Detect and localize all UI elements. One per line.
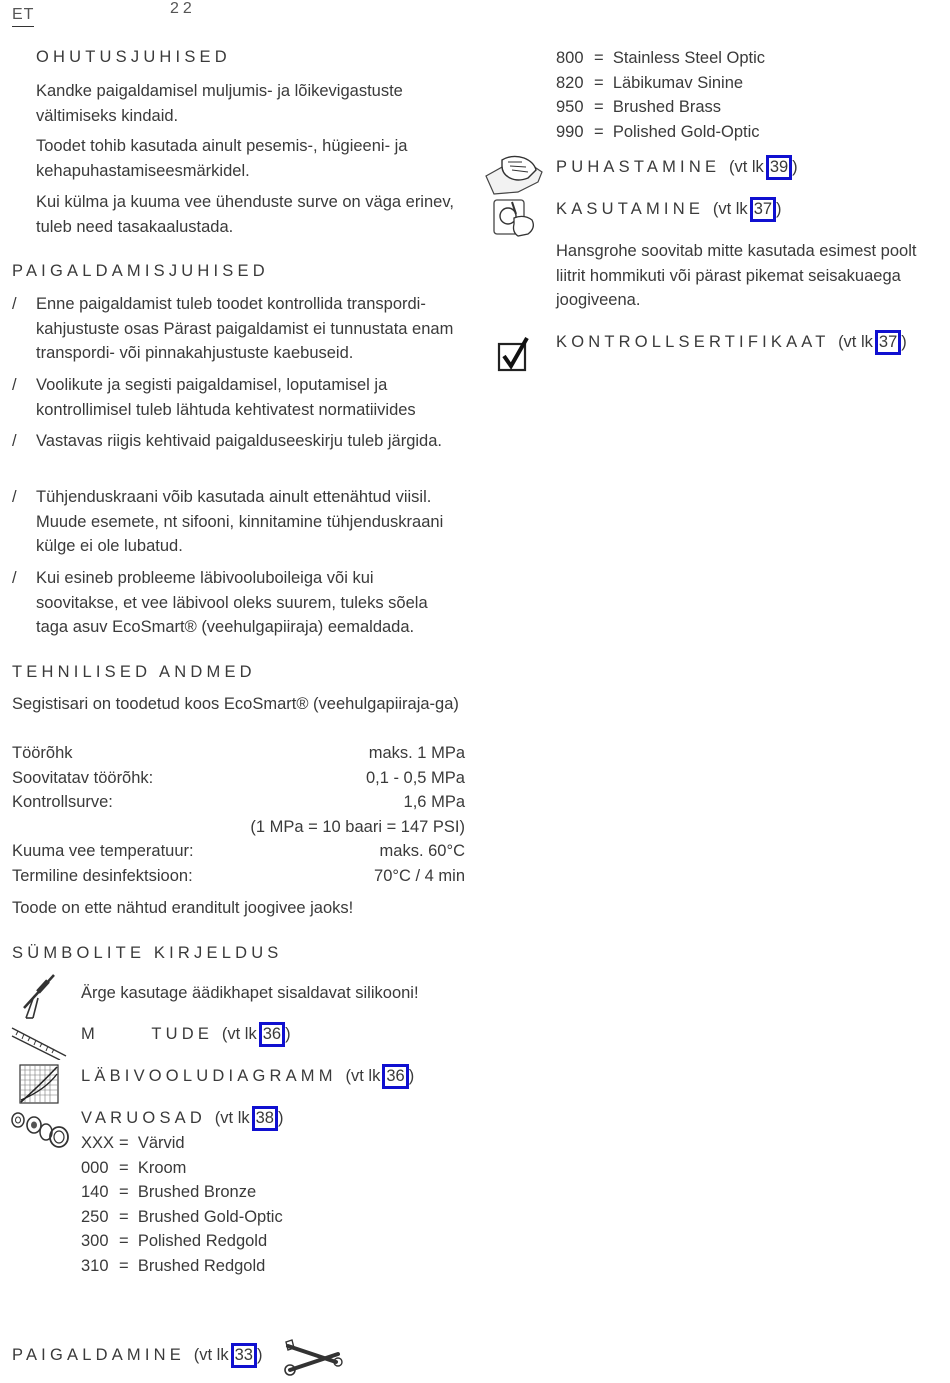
color-code: 250 [81,1207,109,1226]
tech-label: Kontrollsurve: [12,793,113,811]
page-link-36[interactable]: 36 [382,1064,408,1089]
tech-value: maks. 60°C [379,842,465,860]
safety-paragraph-1: Kandke paigaldamisel muljumis- ja lõikevigastuste vältimiseks kindaid. [36,82,403,125]
bullet-slash: / [12,295,17,313]
page-number: 22 [170,0,196,17]
color-code: 000 [81,1158,109,1177]
cleaning-link[interactable] [556,155,798,180]
bullet-slash: / [12,432,17,450]
ruler-icon [10,1022,68,1060]
tech-row [12,815,465,840]
tech-table [12,741,465,888]
usage-text: Hansgrohe soovitab mitte kasutada esimest poolt liitrit hommikuti või pärast pikemat seisakuaega joogiveena. [556,242,917,309]
tech-value: 70°C / 4 min [374,866,465,885]
tech-value: 1,6 MPa [403,793,465,811]
symbols-heading: SÜMBOLITE KIRJELDUS [12,944,283,962]
checkbox-certificate-icon [497,336,531,374]
color-code: 950 [556,98,584,116]
usage-label: KASUTAMINE [556,200,705,218]
color-equals: = [119,1232,129,1250]
tech-value: maks. 1 MPa [368,744,465,762]
color-name: Läbikumav Sinine [612,73,744,92]
color-code-row [556,46,765,71]
page-ref-close: ) [776,200,782,218]
page-link-33[interactable]: 33 [231,1343,257,1368]
install-note-text: Vastavas riigis kehtivaid paigalduseeskirju tuleb järgida. [36,432,442,450]
wrench-icon [284,1336,344,1378]
color-equals: = [594,122,604,141]
page-ref-close: ) [277,1109,284,1127]
install-notes-heading: PAIGALDAMISJUHISED [12,262,269,280]
color-code: 310 [81,1256,109,1275]
color-code-row [556,120,765,145]
color-equals: = [119,1158,129,1177]
cleaning-label: PUHASTAMINE [556,158,721,176]
color-equals: = [119,1134,129,1152]
dimensions-link[interactable] [81,1022,291,1047]
faucet-usage-icon [490,194,538,240]
color-code-row [81,1156,283,1181]
color-name: Brushed Brass [612,98,722,116]
flow-diagram-label: LÄBIVOOLUDIAGRAMM [81,1067,337,1085]
color-code-row [81,1205,283,1230]
page-ref-text: (vt lk [221,1025,257,1043]
flow-diagram-link[interactable] [81,1064,414,1089]
safety-paragraph-3: Kui külma ja kuuma vee ühenduste surve on väga erinev, tuleb need tasakaalustada. [36,193,454,236]
silicone-gun-icon [18,972,58,1022]
page-ref-text: (vt lk [712,200,748,218]
color-equals: = [119,1256,129,1275]
page-ref-close: ) [901,333,907,351]
color-name: Kroom [137,1158,187,1177]
install-note-text: Enne paigaldamist tuleb toodet kontrollida transpordi-kahjustuste osas Pärast paigaldamist ei tunnustata enam transpordi- või pinnakahjustuste kaebuseid. [36,295,454,362]
page-ref-close: ) [285,1025,291,1043]
page-ref-close: ) [256,1346,263,1364]
spare-parts-link[interactable] [81,1106,283,1131]
bullet-slash: / [12,376,17,394]
tech-row [12,766,465,791]
tech-value: 0,1 - 0,5 MPa [365,768,465,787]
color-equals: = [594,73,604,92]
tech-value: (1 MPa = 10 baari = 147 PSI) [250,817,465,836]
install-note-item [12,485,466,559]
color-code-row [81,1229,283,1254]
color-name: Värvid [137,1134,185,1152]
certificate-label: KONTROLLSERTIFIKAAT [556,333,830,351]
tech-label: Soovitatav töörõhk: [12,768,154,787]
install-note-item [12,373,464,422]
usage-link[interactable] [556,197,782,222]
page-ref-text: (vt lk [728,158,764,176]
page-link-37[interactable]: 37 [875,330,901,355]
page-link-38[interactable]: 38 [252,1106,278,1131]
tech-row [12,864,465,889]
color-list-left [81,1131,283,1278]
color-name: Brushed Gold-Optic [137,1207,283,1226]
color-code-row [556,71,765,96]
flow-diagram-icon [19,1064,59,1104]
tech-label: Töörõhk [12,744,73,762]
color-equals: = [119,1207,129,1226]
page-ref-text: (vt lk [345,1067,381,1085]
color-equals: = [594,98,604,116]
color-name: Polished Gold-Optic [612,122,760,141]
tech-note: Toode on ette nähtud eranditult joogivee jaoks! [12,899,354,917]
color-name: Stainless Steel Optic [612,49,766,67]
install-note-text: Tühjenduskraani võib kasutada ainult ettenähtud viisil. Muude esemete, nt sifooni, kinnitamine tühjenduskraani külge ei ole lubatud. [36,488,444,555]
color-name: Brushed Bronze [137,1183,257,1201]
certificate-link[interactable] [556,330,907,355]
spare-parts-icon [10,1108,70,1150]
color-equals: = [594,49,604,67]
install-note-item [12,429,464,454]
bullet-slash: / [12,488,17,506]
color-code: 140 [81,1183,109,1201]
install-note-text: Kui esineb probleeme läbivooluboileiga või kui soovitakse, et vee läbivool oleks suurem, tuleks sõela taga asuv EcoSmart® (veehulgapiiraja) eemaldada. [36,569,428,636]
color-equals: = [119,1183,129,1201]
install-note-item [12,292,464,366]
page-ref-close: ) [792,158,798,176]
bullet-slash: / [12,569,17,587]
color-code: XXX [81,1134,115,1152]
tech-label: Kuuma vee temperatuur: [12,842,194,860]
color-code: 820 [556,73,584,92]
tech-row [12,790,465,815]
safety-heading: OHUTUSJUHISED [36,48,231,66]
tech-intro: Segistisari on toodetud koos EcoSmart® (veehulgapiiraja-ga) [12,695,459,713]
color-code: 300 [81,1232,109,1250]
color-code-row [556,95,765,120]
spare-parts-label: VARUOSAD [81,1109,206,1127]
color-code-row [81,1131,283,1156]
page-ref-close: ) [408,1067,415,1085]
color-code-row [81,1180,283,1205]
language-code: ET [12,6,34,27]
tech-label: Termiline desinfektsioon: [12,866,193,885]
mounting-label: PAIGALDAMINE [12,1346,185,1364]
tech-row [12,741,465,766]
page-link-37[interactable]: 37 [750,197,776,222]
page-ref-text: (vt lk [214,1109,250,1127]
page-ref-text: (vt lk [838,333,873,351]
color-code: 800 [556,49,584,67]
color-code: 990 [556,122,584,141]
silicone-warning: Ärge kasutage äädikhapet sisaldavat silikooni! [81,984,419,1002]
tech-heading: TEHNILISED ANDMED [12,663,256,681]
tech-row [12,839,465,864]
install-note-item [12,566,456,640]
safety-paragraph-2: Toodet tohib kasutada ainult pesemis-, hügieeni- ja kehapuhastamiseesmärkidel. [36,137,408,180]
cleaning-hand-icon [484,152,546,198]
mounting-link[interactable] [12,1343,262,1368]
color-name: Polished Redgold [137,1232,268,1250]
color-name: Brushed Redgold [137,1256,266,1275]
color-code-row [81,1254,283,1279]
color-list-right [556,46,765,144]
page-link-39[interactable]: 39 [766,155,792,180]
page-ref-text: (vt lk [193,1346,229,1364]
install-note-text: Voolikute ja segisti paigaldamisel, loputamisel ja kontrollimisel tuleb lähtuda kehtivatest normatiivides [36,376,416,419]
dimensions-label: M TUDE [81,1025,214,1043]
page-link-36[interactable]: 36 [259,1022,285,1047]
